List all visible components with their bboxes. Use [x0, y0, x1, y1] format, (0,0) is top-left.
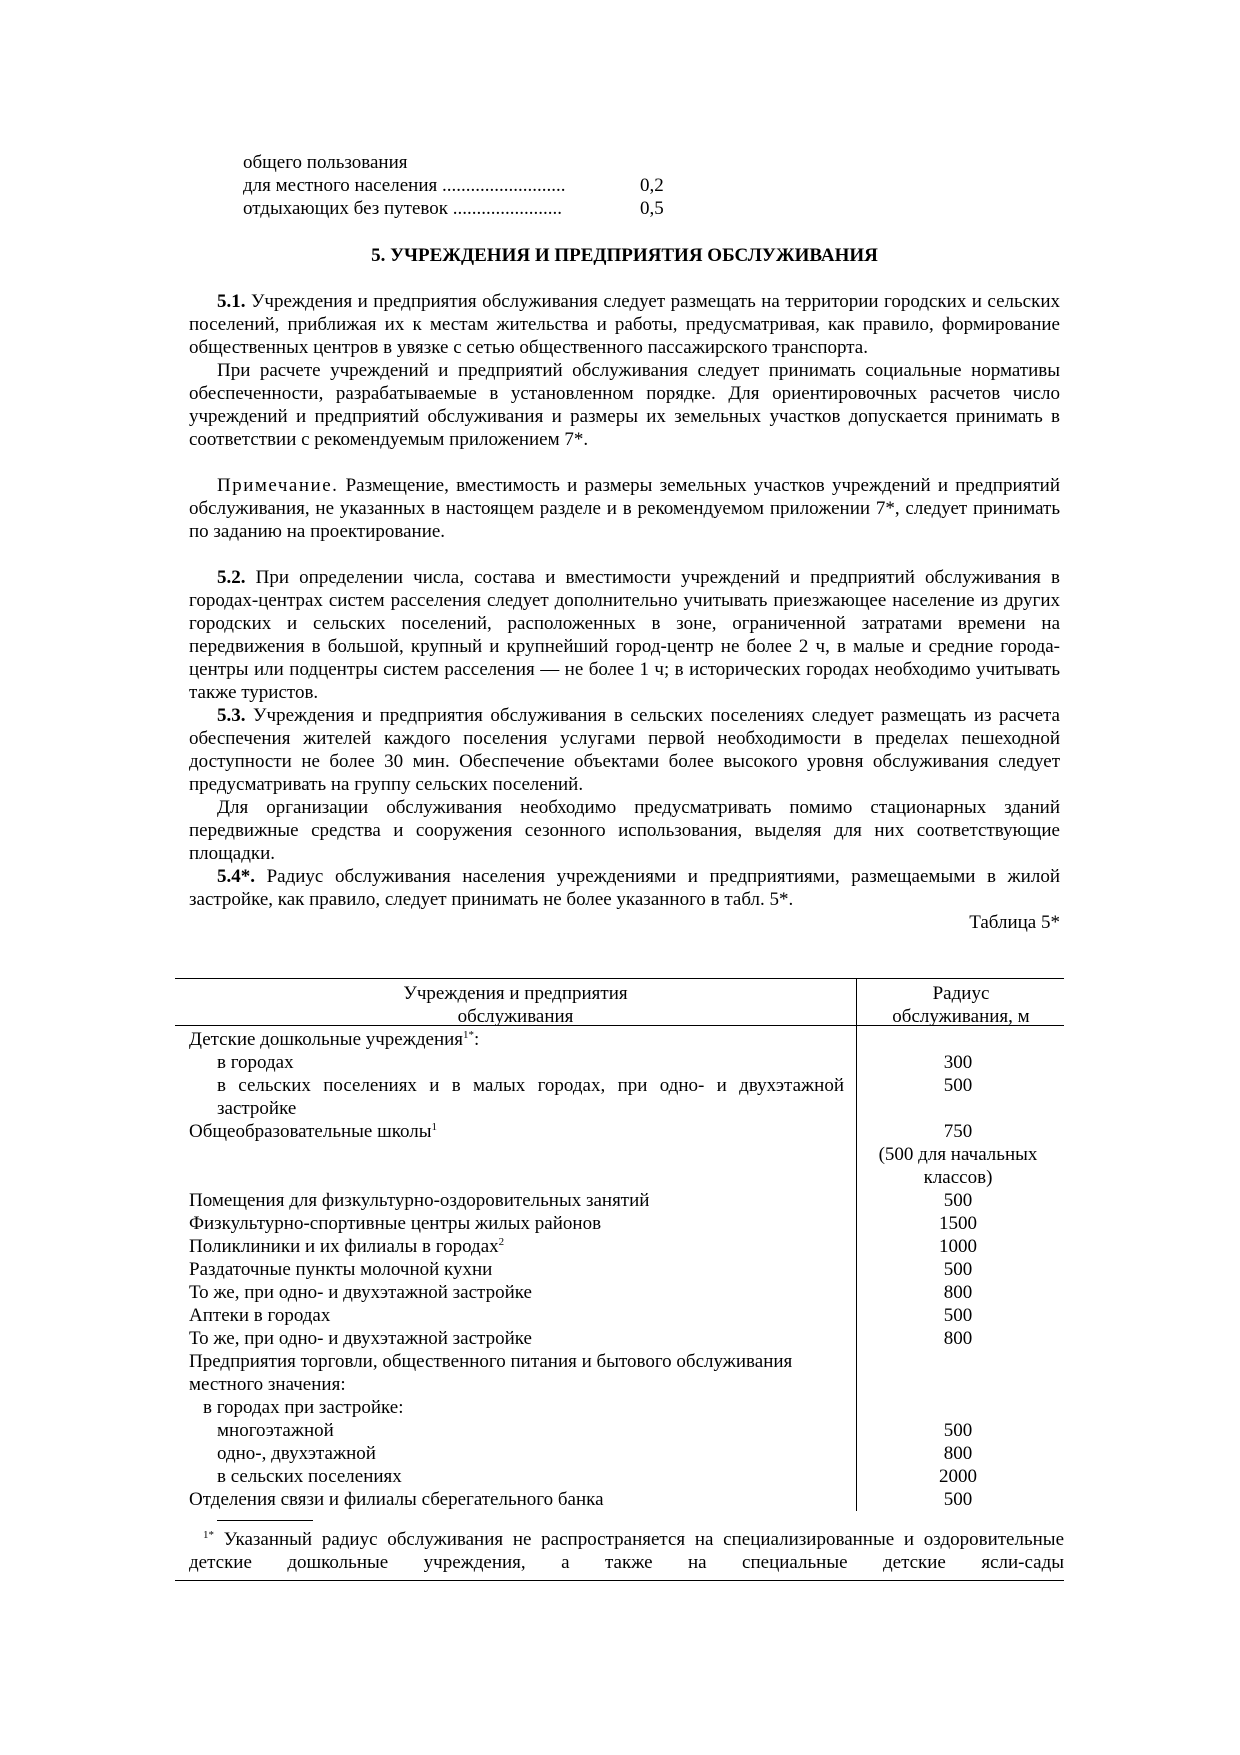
table-row: [189, 1028, 1060, 1051]
row-value: 1000: [939, 1236, 977, 1257]
paragraph-5-1: [189, 290, 1060, 359]
table-row: [189, 1419, 1060, 1442]
table-header: [175, 980, 1064, 1026]
note-label: Примечание.: [217, 475, 339, 496]
clause-number: 5.1.: [217, 291, 246, 312]
paragraph-text: При определении числа, состава и вместимости учреждений и предприятий обслуживания в городах-центрах систем расселения следует дополнительно учитывать приезжающее население из других городских и сельских поселений, расположенных в зоне, ограниченной затратами времени на передвижения в большой, крупный и крупнейший город-центр не более 2 ч, в малые и средние города-центры или подцентры систем расселения — не более 1 ч; в исторических городах необходимо учитывать также туристов.: [189, 567, 1060, 703]
footnote-mark: 1*: [203, 1529, 214, 1541]
row-value: 500: [943, 1259, 973, 1280]
table-row: [189, 1350, 1060, 1373]
row-name: Помещения для физкультурно-оздоровительных занятий: [189, 1190, 650, 1211]
table-caption: Таблица 5*: [969, 912, 1060, 933]
table-header-col2: [858, 982, 1064, 1028]
table-top-rule: [175, 978, 1064, 979]
row-value: 500: [943, 1190, 973, 1211]
row-value: 500: [943, 1075, 973, 1096]
row-value: 800: [943, 1443, 973, 1464]
row-value: 2000: [939, 1466, 977, 1487]
table-row: [189, 1051, 1060, 1074]
table-row: [189, 1327, 1060, 1350]
paragraph-text: Радиус обслуживания населения учреждениями и предприятиями, размещаемыми в жилой застройке, как правило, следует принимать не более указанного в табл. 5*.: [189, 866, 1060, 910]
header-text: обслуживания, м: [892, 1006, 1030, 1027]
clause-number: 5.4*.: [217, 866, 255, 887]
table-row: [189, 1373, 1060, 1396]
table-header-rule: [175, 1025, 1064, 1026]
table-header-col1: [175, 982, 856, 1028]
paragraph-text: Учреждения и предприятия обслуживания следует размещать на территории городских и сельских поселений, приближая их к местам жительства и работы, предусматривая, как правило, формирование общественных центров в увязке с сетью общественного пассажирского транспорта.: [189, 291, 1060, 358]
row-name: в городах при застройке:: [203, 1397, 404, 1418]
table-row: [189, 1488, 1060, 1511]
footnote-ref: 1*: [463, 1029, 475, 1041]
paragraph-text: При расчете учреждений и предприятий обслуживания следует принимать социальные нормативы обеспеченности, разрабатываемые в установленном порядке. Для ориентировочных расчетов число учреждений и предприятий обслуживания и размеры их земельных участков допускается принимать в соответствии с рекомендуемым приложением 7*.: [189, 360, 1060, 450]
row-value: 800: [943, 1282, 973, 1303]
row-value: 500: [943, 1305, 973, 1326]
paragraph-text: Для организации обслуживания необходимо предусматривать помимо стационарных зданий передвижные средства и сооружения сезонного использования, выделяя для них соответствующие площадки.: [189, 797, 1060, 864]
table-row: [189, 1281, 1060, 1304]
top-line-value: 0,5: [640, 198, 664, 219]
row-name: в сельских поселениях: [217, 1466, 402, 1487]
note-paragraph: [189, 474, 1060, 543]
header-text: Радиус: [932, 983, 990, 1004]
row-name: Физкультурно-спортивные центры жилых районов: [189, 1213, 602, 1234]
top-line-value: 0,2: [640, 175, 664, 196]
row-name: в городах: [217, 1052, 294, 1073]
row-name: Отделения связи и филиалы сберегательного банка: [189, 1489, 604, 1510]
paragraph-5-3-b: [189, 796, 1060, 865]
top-line-label: для местного населения ..........................: [243, 175, 566, 196]
paragraph-text: Учреждения и предприятия обслуживания в сельских поселениях следует размещать из расчета обеспечения жителей каждого поселения услугами первой необходимости в пределах пешеходной доступности не более 30 мин. Обеспечение объектами более высокого уровня обслуживания следует предусматривать на группу сельских поселений.: [189, 705, 1060, 795]
body-text-block: [189, 290, 1060, 934]
row-value-note: (500 для начальных классов): [878, 1144, 1038, 1188]
row-value: 500: [943, 1489, 973, 1510]
table-row: [189, 1235, 1060, 1258]
table-row: [189, 1120, 1060, 1189]
header-text: обслуживания: [457, 1006, 574, 1027]
row-name: Поликлиники и их филиалы в городах: [189, 1236, 499, 1257]
clause-number: 5.3.: [217, 705, 246, 726]
table-row: [189, 1189, 1060, 1212]
footnote-text: Указанный радиус обслуживания не распространяется на специализированные и оздоровительные детские дошкольные учреждения, а также на специальные детские ясли-сады: [189, 1529, 1064, 1573]
row-name: Предприятия торговли, общественного питания и бытового обслуживания: [189, 1351, 793, 1372]
note-text: Размещение, вместимость и размеры земельных участков учреждений и предприятий обслуживания, не указанных в настоящем разделе и в рекомендуемом приложении 7*, следует принимать по заданию на проектирование.: [189, 475, 1060, 542]
section-title: 5. УЧРЕЖДЕНИЯ И ПРЕДПРИЯТИЯ ОБСЛУЖИВАНИЯ: [371, 245, 878, 266]
footnote-ref: 2: [498, 1236, 505, 1248]
table-body: [189, 1028, 1060, 1511]
row-name: Аптеки в городах: [189, 1305, 331, 1326]
top-line-label: общего пользования: [243, 152, 408, 173]
paragraph-5-4: [189, 865, 1060, 911]
row-name-tail: :: [474, 1029, 480, 1050]
top-line-label: отдыхающих без путевок .......................: [243, 198, 562, 219]
row-name: Детские дошкольные учреждения: [189, 1029, 464, 1050]
row-value: 800: [943, 1328, 973, 1349]
row-name: Раздаточные пункты молочной кухни: [189, 1259, 493, 1280]
paragraph-5-2: [189, 566, 1060, 704]
clause-number: 5.2.: [217, 567, 246, 588]
row-value: 750: [943, 1121, 973, 1142]
row-value: 300: [943, 1052, 973, 1073]
footnote-separator: [217, 1520, 313, 1521]
footnote-bottom-rule: [175, 1580, 1064, 1581]
row-value: 500: [943, 1420, 973, 1441]
footnote: [175, 1528, 1064, 1574]
table-row: [189, 1396, 1060, 1419]
paragraph-5-3: [189, 704, 1060, 796]
footnote-ref: 1: [431, 1121, 438, 1133]
row-name: То же, при одно- и двухэтажной застройке: [189, 1282, 532, 1303]
table-row: [189, 1212, 1060, 1235]
table-row: [189, 1442, 1060, 1465]
row-value: 1500: [939, 1213, 977, 1234]
row-name: Общеобразовательные школы: [189, 1121, 432, 1142]
row-name: местного значения:: [189, 1374, 346, 1395]
paragraph-5-1-b: [189, 359, 1060, 451]
row-name: в сельских поселениях и в малых городах, при одно- и двухэтажной застройке: [217, 1075, 844, 1119]
row-name: одно-, двухэтажной: [217, 1443, 376, 1464]
table-row: [189, 1465, 1060, 1488]
row-name: многоэтажной: [217, 1420, 334, 1441]
table-row: [189, 1304, 1060, 1327]
row-name: То же, при одно- и двухэтажной застройке: [189, 1328, 532, 1349]
table-row: [189, 1258, 1060, 1281]
header-text: Учреждения и предприятия: [403, 983, 628, 1004]
table-row: [189, 1074, 1060, 1120]
